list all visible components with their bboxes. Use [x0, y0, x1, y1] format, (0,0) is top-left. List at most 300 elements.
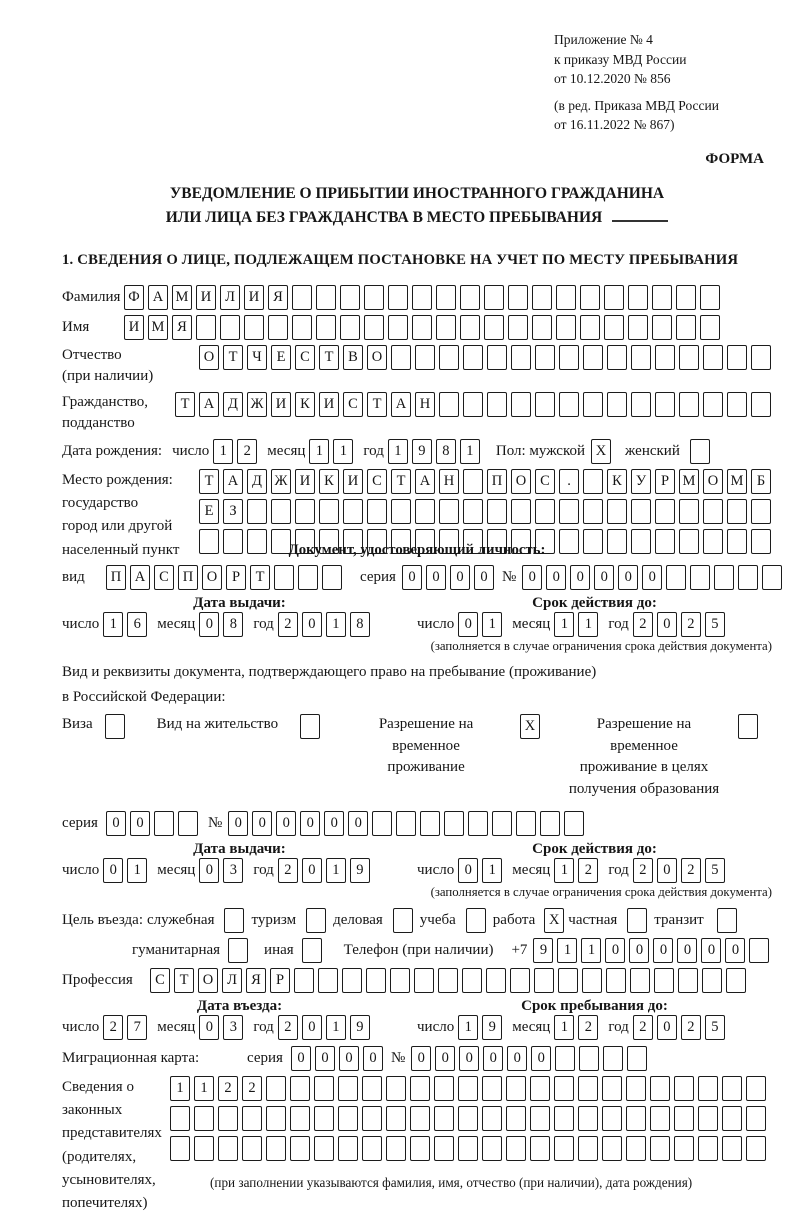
form-cell[interactable] — [530, 1106, 550, 1131]
form-cell[interactable] — [676, 315, 696, 340]
form-cell[interactable] — [511, 499, 531, 524]
form-cell[interactable] — [738, 714, 758, 739]
form-cell[interactable]: 1 — [170, 1076, 190, 1101]
form-cell[interactable] — [628, 285, 648, 310]
form-cell[interactable] — [559, 345, 579, 370]
form-cell[interactable] — [492, 811, 512, 836]
form-cell[interactable]: 1 — [581, 938, 601, 963]
form-cell[interactable] — [607, 529, 627, 554]
form-cell[interactable] — [415, 345, 435, 370]
form-cell[interactable] — [558, 968, 578, 993]
form-cell[interactable] — [751, 529, 771, 554]
form-cell[interactable] — [650, 1076, 670, 1101]
form-cell[interactable]: 1 — [326, 612, 346, 637]
form-cell[interactable]: 1 — [326, 1015, 346, 1040]
form-cell[interactable] — [484, 315, 504, 340]
form-cell[interactable]: 1 — [578, 612, 598, 637]
form-cell[interactable]: 0 — [302, 612, 322, 637]
form-cell[interactable] — [652, 285, 672, 310]
form-cell[interactable] — [579, 1046, 599, 1071]
form-cell[interactable] — [302, 938, 322, 963]
form-cell[interactable]: X — [591, 439, 611, 464]
form-cell[interactable]: 1 — [557, 938, 577, 963]
form-cell[interactable] — [242, 1136, 262, 1161]
form-cell[interactable] — [554, 1106, 574, 1131]
form-cell[interactable]: Е — [199, 499, 219, 524]
form-cell[interactable]: 2 — [633, 858, 653, 883]
form-cell[interactable] — [506, 1136, 526, 1161]
form-cell[interactable] — [690, 439, 710, 464]
form-cell[interactable]: О — [367, 345, 387, 370]
form-cell[interactable] — [410, 1076, 430, 1101]
form-cell[interactable]: 2 — [242, 1076, 262, 1101]
form-cell[interactable]: 3 — [223, 1015, 243, 1040]
form-cell[interactable] — [242, 1106, 262, 1131]
form-cell[interactable]: 0 — [701, 938, 721, 963]
form-cell[interactable] — [338, 1106, 358, 1131]
form-cell[interactable]: Б — [751, 469, 771, 494]
form-cell[interactable] — [607, 345, 627, 370]
form-cell[interactable] — [194, 1136, 214, 1161]
form-cell[interactable]: 0 — [324, 811, 344, 836]
form-cell[interactable] — [314, 1106, 334, 1131]
form-cell[interactable]: О — [199, 345, 219, 370]
form-cell[interactable] — [674, 1136, 694, 1161]
form-cell[interactable] — [703, 499, 723, 524]
form-cell[interactable] — [298, 565, 318, 590]
form-cell[interactable]: И — [196, 285, 216, 310]
form-cell[interactable] — [458, 1076, 478, 1101]
form-cell[interactable]: 0 — [199, 1015, 219, 1040]
form-cell[interactable] — [178, 811, 198, 836]
form-cell[interactable] — [583, 529, 603, 554]
form-cell[interactable]: 0 — [228, 811, 248, 836]
form-cell[interactable]: 0 — [570, 565, 590, 590]
form-cell[interactable]: 0 — [199, 612, 219, 637]
form-cell[interactable] — [391, 499, 411, 524]
form-cell[interactable]: 0 — [653, 938, 673, 963]
form-cell[interactable] — [434, 1076, 454, 1101]
form-cell[interactable] — [460, 285, 480, 310]
form-cell[interactable]: 0 — [411, 1046, 431, 1071]
form-cell[interactable] — [555, 1046, 575, 1071]
form-cell[interactable]: 5 — [705, 1015, 725, 1040]
form-cell[interactable] — [266, 1106, 286, 1131]
form-cell[interactable]: 2 — [633, 1015, 653, 1040]
form-cell[interactable]: Ч — [247, 345, 267, 370]
form-cell[interactable] — [463, 345, 483, 370]
form-cell[interactable]: С — [295, 345, 315, 370]
form-cell[interactable]: 9 — [350, 858, 370, 883]
form-cell[interactable] — [458, 1136, 478, 1161]
form-cell[interactable] — [196, 315, 216, 340]
form-cell[interactable] — [535, 499, 555, 524]
form-cell[interactable] — [482, 1076, 502, 1101]
form-cell[interactable] — [460, 315, 480, 340]
form-cell[interactable] — [316, 285, 336, 310]
form-cell[interactable] — [578, 1106, 598, 1131]
form-cell[interactable]: И — [271, 392, 291, 417]
form-cell[interactable]: 0 — [252, 811, 272, 836]
form-cell[interactable]: 2 — [103, 1015, 123, 1040]
form-cell[interactable] — [604, 315, 624, 340]
form-cell[interactable]: 0 — [106, 811, 126, 836]
form-cell[interactable] — [439, 392, 459, 417]
form-cell[interactable] — [746, 1076, 766, 1101]
form-cell[interactable] — [487, 392, 507, 417]
form-cell[interactable]: З — [223, 499, 243, 524]
form-cell[interactable] — [466, 908, 486, 933]
form-cell[interactable]: Д — [247, 469, 267, 494]
form-cell[interactable]: К — [607, 469, 627, 494]
form-cell[interactable] — [244, 315, 264, 340]
form-cell[interactable] — [364, 315, 384, 340]
form-cell[interactable]: 0 — [459, 1046, 479, 1071]
form-cell[interactable]: Я — [268, 285, 288, 310]
form-cell[interactable] — [290, 1106, 310, 1131]
form-cell[interactable] — [468, 811, 488, 836]
form-cell[interactable]: Р — [655, 469, 675, 494]
form-cell[interactable] — [247, 529, 267, 554]
form-cell[interactable] — [386, 1106, 406, 1131]
form-cell[interactable] — [510, 968, 530, 993]
form-cell[interactable] — [749, 938, 769, 963]
form-cell[interactable] — [415, 499, 435, 524]
form-cell[interactable] — [362, 1136, 382, 1161]
form-cell[interactable] — [458, 1106, 478, 1131]
form-cell[interactable]: 1 — [554, 858, 574, 883]
form-cell[interactable]: С — [535, 469, 555, 494]
form-cell[interactable] — [388, 315, 408, 340]
form-cell[interactable] — [556, 285, 576, 310]
form-cell[interactable] — [607, 392, 627, 417]
form-cell[interactable]: . — [559, 469, 579, 494]
form-cell[interactable]: 5 — [705, 612, 725, 637]
form-cell[interactable]: 2 — [681, 1015, 701, 1040]
form-cell[interactable] — [727, 499, 747, 524]
form-cell[interactable]: Е — [271, 345, 291, 370]
form-cell[interactable] — [722, 1106, 742, 1131]
form-cell[interactable] — [306, 908, 326, 933]
form-cell[interactable]: 9 — [350, 1015, 370, 1040]
form-cell[interactable] — [751, 392, 771, 417]
form-cell[interactable] — [290, 1076, 310, 1101]
form-cell[interactable]: И — [295, 469, 315, 494]
form-cell[interactable]: 2 — [681, 858, 701, 883]
form-cell[interactable] — [703, 529, 723, 554]
form-cell[interactable] — [722, 1076, 742, 1101]
form-cell[interactable]: 0 — [435, 1046, 455, 1071]
form-cell[interactable]: А — [391, 392, 411, 417]
form-cell[interactable] — [247, 499, 267, 524]
form-cell[interactable] — [292, 315, 312, 340]
form-cell[interactable]: 1 — [482, 612, 502, 637]
form-cell[interactable]: 9 — [412, 439, 432, 464]
form-cell[interactable]: 0 — [363, 1046, 383, 1071]
form-cell[interactable]: 1 — [460, 439, 480, 464]
form-cell[interactable] — [631, 345, 651, 370]
form-cell[interactable] — [463, 392, 483, 417]
form-cell[interactable] — [583, 499, 603, 524]
form-cell[interactable]: Н — [439, 469, 459, 494]
form-cell[interactable]: 8 — [436, 439, 456, 464]
form-cell[interactable]: Р — [226, 565, 246, 590]
form-cell[interactable] — [271, 499, 291, 524]
form-cell[interactable] — [631, 392, 651, 417]
form-cell[interactable]: А — [199, 392, 219, 417]
form-cell[interactable] — [727, 529, 747, 554]
form-cell[interactable] — [511, 392, 531, 417]
form-cell[interactable] — [726, 968, 746, 993]
form-cell[interactable]: 1 — [458, 1015, 478, 1040]
form-cell[interactable] — [463, 469, 483, 494]
form-cell[interactable] — [170, 1106, 190, 1131]
form-cell[interactable] — [690, 565, 710, 590]
form-cell[interactable]: 0 — [348, 811, 368, 836]
form-cell[interactable] — [532, 315, 552, 340]
form-cell[interactable]: X — [520, 714, 540, 739]
form-cell[interactable] — [698, 1106, 718, 1131]
form-cell[interactable]: О — [511, 469, 531, 494]
form-cell[interactable] — [607, 499, 627, 524]
form-cell[interactable]: 1 — [127, 858, 147, 883]
form-cell[interactable]: 0 — [629, 938, 649, 963]
form-cell[interactable] — [290, 1136, 310, 1161]
form-cell[interactable] — [396, 811, 416, 836]
form-cell[interactable] — [602, 1076, 622, 1101]
form-cell[interactable] — [364, 285, 384, 310]
form-cell[interactable] — [218, 1106, 238, 1131]
form-cell[interactable] — [554, 1076, 574, 1101]
form-cell[interactable]: 8 — [350, 612, 370, 637]
form-cell[interactable] — [386, 1076, 406, 1101]
form-cell[interactable] — [338, 1136, 358, 1161]
form-cell[interactable] — [266, 1136, 286, 1161]
form-cell[interactable]: Т — [367, 392, 387, 417]
form-cell[interactable] — [386, 1136, 406, 1161]
form-cell[interactable]: 0 — [677, 938, 697, 963]
form-cell[interactable]: 0 — [315, 1046, 335, 1071]
form-cell[interactable] — [268, 315, 288, 340]
form-cell[interactable] — [372, 811, 392, 836]
form-cell[interactable]: Я — [246, 968, 266, 993]
form-cell[interactable]: 0 — [130, 811, 150, 836]
form-cell[interactable] — [438, 968, 458, 993]
form-cell[interactable]: Т — [223, 345, 243, 370]
form-cell[interactable]: Т — [319, 345, 339, 370]
form-cell[interactable]: С — [343, 392, 363, 417]
form-cell[interactable] — [714, 565, 734, 590]
form-cell[interactable] — [486, 968, 506, 993]
form-cell[interactable] — [627, 908, 647, 933]
form-cell[interactable]: 2 — [278, 1015, 298, 1040]
form-cell[interactable] — [322, 565, 342, 590]
form-cell[interactable] — [412, 285, 432, 310]
form-cell[interactable]: У — [631, 469, 651, 494]
form-cell[interactable] — [580, 285, 600, 310]
form-cell[interactable] — [434, 1136, 454, 1161]
form-cell[interactable]: 1 — [482, 858, 502, 883]
form-cell[interactable]: 2 — [218, 1076, 238, 1101]
form-cell[interactable]: О — [703, 469, 723, 494]
form-cell[interactable] — [516, 811, 536, 836]
form-cell[interactable] — [530, 1076, 550, 1101]
form-cell[interactable]: 1 — [213, 439, 233, 464]
form-cell[interactable] — [559, 529, 579, 554]
form-cell[interactable] — [746, 1136, 766, 1161]
form-cell[interactable] — [439, 345, 459, 370]
form-cell[interactable] — [194, 1106, 214, 1131]
form-cell[interactable]: 0 — [199, 858, 219, 883]
form-cell[interactable] — [462, 968, 482, 993]
form-cell[interactable] — [316, 315, 336, 340]
form-cell[interactable] — [746, 1106, 766, 1131]
form-cell[interactable]: 0 — [276, 811, 296, 836]
form-cell[interactable] — [508, 315, 528, 340]
form-cell[interactable] — [535, 345, 555, 370]
form-cell[interactable] — [583, 469, 603, 494]
form-cell[interactable]: 0 — [657, 612, 677, 637]
form-cell[interactable]: А — [223, 469, 243, 494]
form-cell[interactable]: С — [154, 565, 174, 590]
form-cell[interactable] — [170, 1136, 190, 1161]
form-cell[interactable] — [444, 811, 464, 836]
form-cell[interactable] — [228, 938, 248, 963]
form-cell[interactable]: 9 — [482, 1015, 502, 1040]
form-cell[interactable] — [604, 285, 624, 310]
form-cell[interactable] — [722, 1136, 742, 1161]
form-cell[interactable]: 0 — [302, 1015, 322, 1040]
form-cell[interactable]: 1 — [554, 1015, 574, 1040]
form-cell[interactable] — [702, 968, 722, 993]
form-cell[interactable]: 0 — [483, 1046, 503, 1071]
form-cell[interactable] — [343, 499, 363, 524]
form-cell[interactable] — [300, 714, 320, 739]
form-cell[interactable]: В — [343, 345, 363, 370]
form-cell[interactable]: П — [106, 565, 126, 590]
form-cell[interactable]: Ж — [247, 392, 267, 417]
form-cell[interactable]: 0 — [605, 938, 625, 963]
form-cell[interactable]: Р — [270, 968, 290, 993]
form-cell[interactable] — [674, 1106, 694, 1131]
form-cell[interactable]: 1 — [326, 858, 346, 883]
form-cell[interactable]: С — [367, 469, 387, 494]
form-cell[interactable] — [559, 392, 579, 417]
form-cell[interactable] — [655, 345, 675, 370]
form-cell[interactable]: К — [295, 392, 315, 417]
form-cell[interactable]: 0 — [657, 858, 677, 883]
form-cell[interactable] — [487, 499, 507, 524]
form-cell[interactable]: 0 — [291, 1046, 311, 1071]
form-cell[interactable] — [534, 968, 554, 993]
form-cell[interactable]: М — [172, 285, 192, 310]
form-cell[interactable]: О — [198, 968, 218, 993]
form-cell[interactable]: М — [727, 469, 747, 494]
form-cell[interactable] — [218, 1136, 238, 1161]
form-cell[interactable] — [700, 285, 720, 310]
form-cell[interactable] — [367, 499, 387, 524]
form-cell[interactable] — [678, 968, 698, 993]
form-cell[interactable] — [628, 315, 648, 340]
form-cell[interactable]: 0 — [458, 858, 478, 883]
form-cell[interactable] — [762, 565, 782, 590]
form-cell[interactable]: Ф — [124, 285, 144, 310]
form-cell[interactable] — [314, 1136, 334, 1161]
form-cell[interactable]: М — [679, 469, 699, 494]
form-cell[interactable]: 8 — [223, 612, 243, 637]
form-cell[interactable] — [606, 968, 626, 993]
form-cell[interactable] — [338, 1076, 358, 1101]
form-cell[interactable]: 2 — [681, 612, 701, 637]
form-cell[interactable] — [105, 714, 125, 739]
form-cell[interactable] — [603, 1046, 623, 1071]
form-cell[interactable]: 2 — [278, 858, 298, 883]
form-cell[interactable]: А — [148, 285, 168, 310]
form-cell[interactable] — [559, 499, 579, 524]
form-cell[interactable]: 0 — [426, 565, 446, 590]
form-cell[interactable] — [554, 1136, 574, 1161]
form-cell[interactable] — [703, 392, 723, 417]
form-cell[interactable] — [582, 968, 602, 993]
form-cell[interactable]: 0 — [458, 612, 478, 637]
form-cell[interactable]: 2 — [237, 439, 257, 464]
form-cell[interactable]: М — [148, 315, 168, 340]
form-cell[interactable] — [727, 392, 747, 417]
form-cell[interactable] — [698, 1076, 718, 1101]
form-cell[interactable]: Т — [175, 392, 195, 417]
form-cell[interactable]: 2 — [578, 858, 598, 883]
form-cell[interactable] — [556, 315, 576, 340]
form-cell[interactable]: 0 — [618, 565, 638, 590]
form-cell[interactable]: 0 — [300, 811, 320, 836]
form-cell[interactable]: Ж — [271, 469, 291, 494]
form-cell[interactable] — [727, 345, 747, 370]
form-cell[interactable] — [340, 285, 360, 310]
form-cell[interactable] — [390, 968, 410, 993]
form-cell[interactable] — [650, 1106, 670, 1131]
form-cell[interactable] — [434, 1106, 454, 1131]
form-cell[interactable]: 5 — [705, 858, 725, 883]
form-cell[interactable] — [626, 1106, 646, 1131]
form-cell[interactable]: X — [544, 908, 564, 933]
form-cell[interactable] — [393, 908, 413, 933]
form-cell[interactable] — [223, 529, 243, 554]
form-cell[interactable] — [679, 392, 699, 417]
form-cell[interactable] — [314, 1076, 334, 1101]
form-cell[interactable] — [666, 565, 686, 590]
form-cell[interactable]: А — [130, 565, 150, 590]
form-cell[interactable]: 1 — [388, 439, 408, 464]
form-cell[interactable]: Л — [222, 968, 242, 993]
form-cell[interactable] — [564, 811, 584, 836]
form-cell[interactable]: Н — [415, 392, 435, 417]
form-cell[interactable] — [436, 285, 456, 310]
form-cell[interactable] — [751, 499, 771, 524]
form-cell[interactable] — [626, 1076, 646, 1101]
form-cell[interactable] — [679, 345, 699, 370]
form-cell[interactable]: 1 — [194, 1076, 214, 1101]
form-cell[interactable]: Л — [220, 285, 240, 310]
form-cell[interactable] — [319, 499, 339, 524]
form-cell[interactable]: 0 — [450, 565, 470, 590]
form-cell[interactable] — [482, 1106, 502, 1131]
form-cell[interactable]: 0 — [302, 858, 322, 883]
form-cell[interactable] — [655, 529, 675, 554]
form-cell[interactable]: 2 — [633, 612, 653, 637]
form-cell[interactable]: 1 — [103, 612, 123, 637]
form-cell[interactable] — [580, 315, 600, 340]
form-cell[interactable] — [679, 499, 699, 524]
